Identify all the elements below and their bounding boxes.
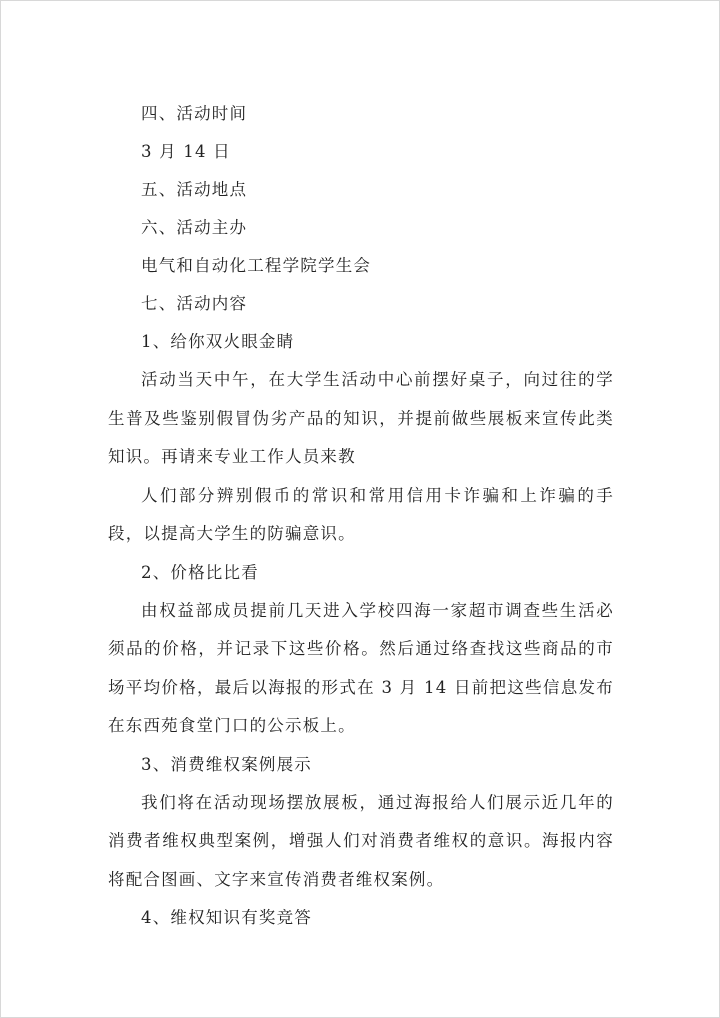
activity-host-value: 电气和自动化工程学院学生会 (141, 256, 372, 275)
document-body (108, 95, 614, 937)
activity-time-value: 3 月 14 日 (141, 142, 231, 161)
item-2-title: 2、价格比比看 (141, 562, 259, 582)
heading-activity-place: 五、活动地点 (141, 180, 248, 199)
item-1-paragraph-2: 人们部分辨别假币的常识和常用信用卡诈骗和上诈骗的手段，以提高大学生的防骗意识。 (108, 485, 614, 543)
item-3-paragraph: 我们将在活动现场摆放展板，通过海报给人们展示近几年的消费者维权典型案例，增强人们对消费者维权的意识。海报内容将配合图画、文字来宣传消费者维权案例。 (108, 792, 614, 889)
heading-activity-time: 四、活动时间 (141, 104, 248, 123)
item-2-paragraph: 由权益部成员提前几天进入学校四海一家超市调查些生活必须品的价格，并记录下这些价格。然后通过络查找这些商品的市场平均价格，最后以海报的形式在 3 月 14 日前把这些信息发布在东西苑食堂门口的公示板上。 (108, 600, 614, 735)
item-1-title: 1、给你双火眼金睛 (141, 332, 295, 351)
heading-activity-content: 七、活动内容 (141, 294, 248, 313)
heading-activity-host: 六、活动主办 (141, 218, 248, 237)
item-3-title: 3、消费维权案例展示 (141, 754, 312, 774)
item-1-paragraph-1: 活动当天中午，在大学生活动中心前摆好桌子，向过往的学生普及些鉴别假冒伪劣产品的知识，并提前做些展板来宣传此类知识。再请来专业工作人员来教 (108, 370, 614, 466)
item-4-title: 4、维权知识有奖竞答 (141, 908, 312, 927)
